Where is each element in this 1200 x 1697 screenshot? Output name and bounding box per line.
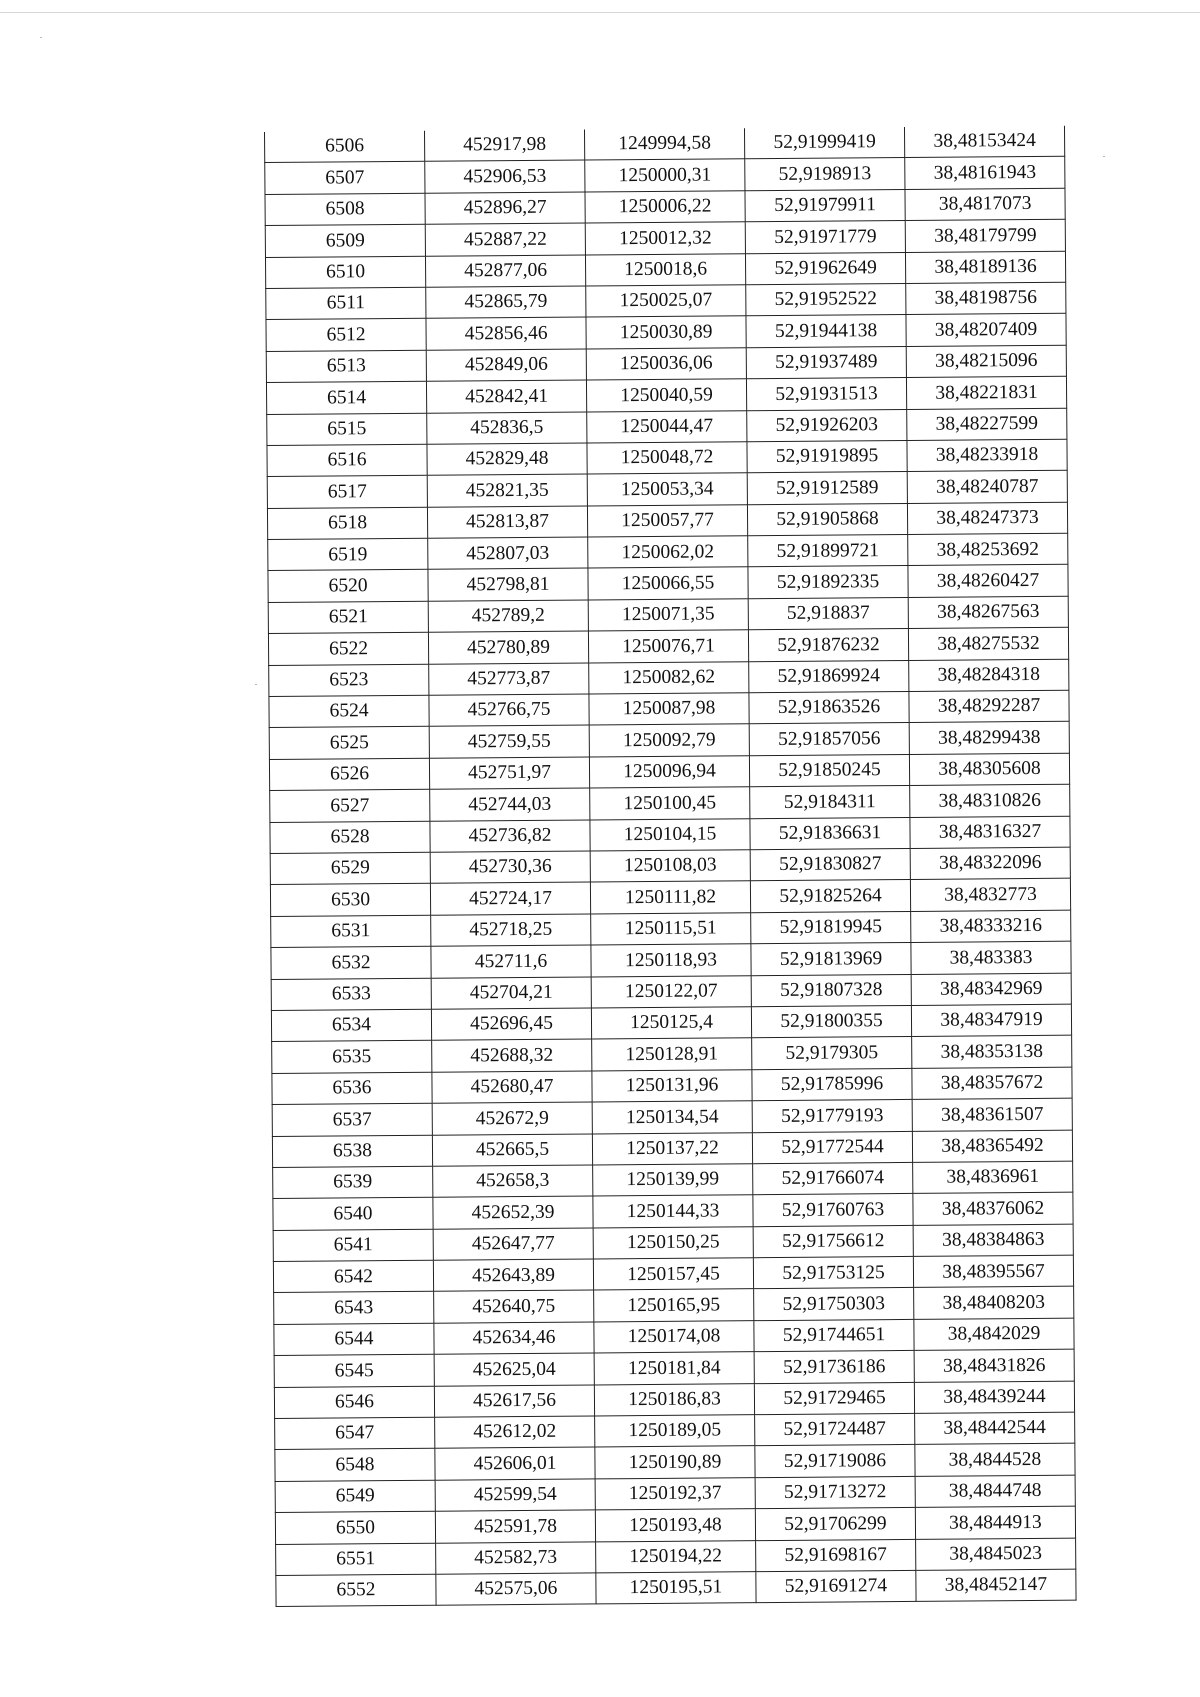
point-number-cell: 6522 xyxy=(268,632,428,665)
y-coordinate-cell: 1250066,55 xyxy=(588,567,748,600)
x-coordinate-cell: 452575,06 xyxy=(436,1573,596,1606)
point-number-cell: 6546 xyxy=(274,1386,434,1419)
point-number-cell: 6523 xyxy=(269,664,429,697)
latitude-cell: 52,91813969 xyxy=(751,943,911,976)
y-coordinate-cell: 1250125,4 xyxy=(591,1007,751,1040)
longitude-cell: 38,48153424 xyxy=(904,126,1064,158)
point-number-cell: 6531 xyxy=(271,915,431,948)
y-coordinate-cell: 1250128,91 xyxy=(592,1038,752,1071)
y-coordinate-cell: 1249994,58 xyxy=(584,128,744,160)
point-number-cell: 6539 xyxy=(273,1166,433,1199)
longitude-cell: 38,483383 xyxy=(911,941,1071,974)
longitude-cell: 38,4836961 xyxy=(913,1161,1073,1194)
point-number-cell: 6544 xyxy=(274,1323,434,1356)
point-number-cell: 6550 xyxy=(275,1511,435,1544)
y-coordinate-cell: 1250192,37 xyxy=(595,1477,755,1510)
latitude-cell: 52,9179305 xyxy=(752,1037,912,1070)
point-number-cell: 6548 xyxy=(275,1449,435,1482)
x-coordinate-cell: 452751,97 xyxy=(429,757,589,790)
x-coordinate-cell: 452780,89 xyxy=(428,631,588,664)
table-row xyxy=(276,1569,1076,1607)
point-number-cell: 6518 xyxy=(267,507,427,540)
y-coordinate-cell: 1250194,22 xyxy=(596,1540,756,1573)
x-coordinate-cell: 452606,01 xyxy=(435,1447,595,1480)
point-number-cell: 6515 xyxy=(267,413,427,446)
point-number-cell: 6528 xyxy=(270,821,430,854)
latitude-cell: 52,91931513 xyxy=(746,378,906,411)
y-coordinate-cell: 1250144,33 xyxy=(593,1195,753,1228)
x-coordinate-cell: 452766,75 xyxy=(429,694,589,727)
latitude-cell: 52,91756612 xyxy=(753,1225,913,1258)
longitude-cell: 38,48376062 xyxy=(913,1192,1073,1225)
longitude-cell: 38,48207409 xyxy=(906,314,1066,347)
longitude-cell: 38,4817073 xyxy=(905,188,1065,221)
latitude-cell: 52,91999419 xyxy=(744,127,904,159)
x-coordinate-cell: 452865,79 xyxy=(426,286,586,319)
latitude-cell: 52,91736186 xyxy=(754,1351,914,1384)
point-number-cell: 6543 xyxy=(274,1292,434,1325)
longitude-cell: 38,48395567 xyxy=(913,1255,1073,1288)
longitude-cell: 38,48442544 xyxy=(915,1412,1075,1445)
longitude-cell: 38,48267563 xyxy=(908,596,1068,629)
latitude-cell: 52,91944138 xyxy=(746,315,906,348)
latitude-cell: 52,91857056 xyxy=(749,723,909,756)
longitude-cell: 38,48384863 xyxy=(913,1224,1073,1257)
latitude-cell: 52,91952522 xyxy=(746,283,906,316)
y-coordinate-cell: 1250139,99 xyxy=(593,1164,753,1197)
point-number-cell: 6536 xyxy=(272,1072,432,1105)
point-number-cell: 6514 xyxy=(266,381,426,414)
latitude-cell: 52,91905868 xyxy=(747,503,907,536)
x-coordinate-cell: 452643,89 xyxy=(433,1259,593,1292)
y-coordinate-cell: 1250157,45 xyxy=(593,1258,753,1291)
x-coordinate-cell: 452634,46 xyxy=(434,1322,594,1355)
x-coordinate-cell: 452821,35 xyxy=(427,474,587,507)
longitude-cell: 38,4842029 xyxy=(914,1318,1074,1351)
latitude-cell: 52,91899721 xyxy=(748,535,908,568)
scan-speck xyxy=(40,37,42,38)
point-number-cell: 6511 xyxy=(266,287,426,320)
y-coordinate-cell: 1250076,71 xyxy=(588,630,748,663)
point-number-cell: 6551 xyxy=(276,1543,436,1576)
y-coordinate-cell: 1250118,93 xyxy=(591,944,751,977)
y-coordinate-cell: 1250006,22 xyxy=(585,191,745,224)
longitude-cell: 38,48431826 xyxy=(914,1349,1074,1382)
y-coordinate-cell: 1250012,32 xyxy=(585,222,745,255)
x-coordinate-cell: 452736,82 xyxy=(430,820,590,853)
latitude-cell: 52,91819945 xyxy=(751,911,911,944)
x-coordinate-cell: 452724,17 xyxy=(430,882,590,915)
point-number-cell: 6541 xyxy=(273,1229,433,1262)
latitude-cell: 52,91706299 xyxy=(755,1508,915,1541)
longitude-cell: 38,4844913 xyxy=(915,1506,1075,1539)
longitude-cell: 38,48310826 xyxy=(910,784,1070,817)
y-coordinate-cell: 1250111,82 xyxy=(590,881,750,914)
longitude-cell: 38,48253692 xyxy=(908,533,1068,566)
coordinates-table-body xyxy=(264,126,1076,1607)
x-coordinate-cell: 452688,32 xyxy=(432,1039,592,1072)
longitude-cell: 38,48361507 xyxy=(912,1098,1072,1131)
x-coordinate-cell: 452856,46 xyxy=(426,317,586,350)
x-coordinate-cell: 452887,22 xyxy=(425,223,585,256)
latitude-cell: 52,91892335 xyxy=(748,566,908,599)
longitude-cell: 38,48333216 xyxy=(911,910,1071,943)
x-coordinate-cell: 452582,73 xyxy=(436,1542,596,1575)
y-coordinate-cell: 1250186,83 xyxy=(594,1383,754,1416)
x-coordinate-cell: 452640,75 xyxy=(434,1290,594,1323)
y-coordinate-cell: 1250087,98 xyxy=(589,693,749,726)
longitude-cell: 38,48316327 xyxy=(910,816,1070,849)
latitude-cell: 52,91729465 xyxy=(754,1382,914,1415)
y-coordinate-cell: 1250165,95 xyxy=(594,1289,754,1322)
y-coordinate-cell: 1250137,22 xyxy=(592,1132,752,1165)
latitude-cell: 52,91912589 xyxy=(747,472,907,505)
point-number-cell: 6538 xyxy=(272,1135,432,1168)
x-coordinate-cell: 452759,55 xyxy=(429,725,589,758)
y-coordinate-cell: 1250082,62 xyxy=(589,661,749,694)
latitude-cell: 52,91971779 xyxy=(745,221,905,254)
longitude-cell: 38,48284318 xyxy=(909,659,1069,692)
point-number-cell: 6512 xyxy=(266,319,426,352)
latitude-cell: 52,91807328 xyxy=(751,974,911,1007)
latitude-cell: 52,91937489 xyxy=(746,346,906,379)
latitude-cell: 52,91750303 xyxy=(754,1288,914,1321)
y-coordinate-cell: 1250048,72 xyxy=(587,442,747,475)
coordinates-table xyxy=(264,126,1077,1608)
x-coordinate-cell: 452704,21 xyxy=(431,977,591,1010)
point-number-cell: 6540 xyxy=(273,1197,433,1230)
y-coordinate-cell: 1250000,31 xyxy=(585,159,745,192)
latitude-cell: 52,91869924 xyxy=(749,660,909,693)
x-coordinate-cell: 452877,06 xyxy=(425,255,585,288)
y-coordinate-cell: 1250030,89 xyxy=(586,316,746,349)
longitude-cell: 38,4832773 xyxy=(910,879,1070,912)
longitude-cell: 38,48299438 xyxy=(909,722,1069,755)
x-coordinate-cell: 452807,03 xyxy=(428,537,588,570)
y-coordinate-cell: 1250096,94 xyxy=(589,756,749,789)
latitude-cell: 52,918837 xyxy=(748,597,908,630)
y-coordinate-cell: 1250134,54 xyxy=(592,1101,752,1134)
x-coordinate-cell: 452906,53 xyxy=(425,160,585,193)
x-coordinate-cell: 452798,81 xyxy=(428,568,588,601)
latitude-cell: 52,91719086 xyxy=(755,1445,915,1478)
point-number-cell: 6537 xyxy=(272,1103,432,1136)
y-coordinate-cell: 1250195,51 xyxy=(596,1572,756,1605)
y-coordinate-cell: 1250174,08 xyxy=(594,1321,754,1354)
latitude-cell: 52,91713272 xyxy=(755,1476,915,1509)
x-coordinate-cell: 452773,87 xyxy=(429,663,589,696)
y-coordinate-cell: 1250053,34 xyxy=(587,473,747,506)
longitude-cell: 38,48221831 xyxy=(906,376,1066,409)
latitude-cell: 52,91926203 xyxy=(747,409,907,442)
y-coordinate-cell: 1250092,79 xyxy=(589,724,749,757)
point-number-cell: 6510 xyxy=(265,256,425,289)
y-coordinate-cell: 1250018,6 xyxy=(585,253,745,286)
y-coordinate-cell: 1250025,07 xyxy=(586,285,746,318)
y-coordinate-cell: 1250193,48 xyxy=(595,1509,755,1542)
point-number-cell: 6533 xyxy=(271,978,431,1011)
scan-speck xyxy=(1103,156,1105,157)
point-number-cell: 6545 xyxy=(274,1354,434,1387)
x-coordinate-cell: 452652,39 xyxy=(433,1196,593,1229)
latitude-cell: 52,91800355 xyxy=(751,1005,911,1038)
latitude-cell: 52,91691274 xyxy=(756,1570,916,1603)
x-coordinate-cell: 452672,9 xyxy=(432,1102,592,1135)
x-coordinate-cell: 452617,56 xyxy=(434,1385,594,1418)
x-coordinate-cell: 452718,25 xyxy=(431,914,591,947)
x-coordinate-cell: 452730,36 xyxy=(430,851,590,884)
point-number-cell: 6525 xyxy=(269,727,429,760)
y-coordinate-cell: 1250057,77 xyxy=(587,504,747,537)
point-number-cell: 6509 xyxy=(265,224,425,257)
point-number-cell: 6520 xyxy=(268,570,428,603)
y-coordinate-cell: 1250071,35 xyxy=(588,599,748,632)
y-coordinate-cell: 1250062,02 xyxy=(588,536,748,569)
y-coordinate-cell: 1250108,03 xyxy=(590,850,750,883)
longitude-cell: 38,48342969 xyxy=(911,973,1071,1006)
y-coordinate-cell: 1250036,06 xyxy=(586,347,746,380)
x-coordinate-cell: 452711,6 xyxy=(431,945,591,978)
x-coordinate-cell: 452625,04 xyxy=(434,1353,594,1386)
latitude-cell: 52,91724487 xyxy=(755,1413,915,1446)
x-coordinate-cell: 452849,06 xyxy=(426,349,586,382)
y-coordinate-cell: 1250189,05 xyxy=(595,1415,755,1448)
x-coordinate-cell: 452612,02 xyxy=(435,1416,595,1449)
x-coordinate-cell: 452829,48 xyxy=(427,443,587,476)
longitude-cell: 38,48189136 xyxy=(905,251,1065,284)
longitude-cell: 38,48305608 xyxy=(909,753,1069,786)
latitude-cell: 52,91753125 xyxy=(753,1256,913,1289)
longitude-cell: 38,48452147 xyxy=(916,1569,1076,1602)
longitude-cell: 38,48227599 xyxy=(907,408,1067,441)
point-number-cell: 6516 xyxy=(267,444,427,477)
point-number-cell: 6517 xyxy=(267,476,427,509)
latitude-cell: 52,91766074 xyxy=(753,1162,913,1195)
longitude-cell: 38,4845023 xyxy=(916,1538,1076,1571)
point-number-cell: 6526 xyxy=(269,758,429,791)
y-coordinate-cell: 1250131,96 xyxy=(592,1069,752,1102)
point-number-cell: 6507 xyxy=(265,162,425,195)
x-coordinate-cell: 452842,41 xyxy=(426,380,586,413)
point-number-cell: 6524 xyxy=(269,695,429,728)
x-coordinate-cell: 452599,54 xyxy=(435,1479,595,1512)
longitude-cell: 38,48292287 xyxy=(909,690,1069,723)
x-coordinate-cell: 452744,03 xyxy=(430,788,590,821)
point-number-cell: 6527 xyxy=(270,789,430,822)
x-coordinate-cell: 452591,78 xyxy=(435,1510,595,1543)
y-coordinate-cell: 1250104,15 xyxy=(590,818,750,851)
latitude-cell: 52,91830827 xyxy=(750,848,910,881)
latitude-cell: 52,91863526 xyxy=(749,691,909,724)
longitude-cell: 38,48233918 xyxy=(907,439,1067,472)
latitude-cell: 52,9184311 xyxy=(750,786,910,819)
scan-edge-line xyxy=(0,12,1200,13)
point-number-cell: 6547 xyxy=(275,1417,435,1450)
longitude-cell: 38,48240787 xyxy=(907,470,1067,503)
longitude-cell: 38,48260427 xyxy=(908,565,1068,598)
latitude-cell: 52,91836631 xyxy=(750,817,910,850)
longitude-cell: 38,4844528 xyxy=(915,1444,1075,1477)
x-coordinate-cell: 452665,5 xyxy=(432,1133,592,1166)
y-coordinate-cell: 1250115,51 xyxy=(591,912,751,945)
scan-speck xyxy=(255,684,257,685)
longitude-cell: 38,48247373 xyxy=(907,502,1067,535)
latitude-cell: 52,91760763 xyxy=(753,1194,913,1227)
longitude-cell: 38,48347919 xyxy=(911,1004,1071,1037)
latitude-cell: 52,91876232 xyxy=(748,629,908,662)
latitude-cell: 52,9198913 xyxy=(745,158,905,191)
y-coordinate-cell: 1250150,25 xyxy=(593,1226,753,1259)
point-number-cell: 6535 xyxy=(272,1041,432,1074)
latitude-cell: 52,91919895 xyxy=(747,440,907,473)
longitude-cell: 38,48179799 xyxy=(905,219,1065,252)
x-coordinate-cell: 452696,45 xyxy=(431,1008,591,1041)
x-coordinate-cell: 452789,2 xyxy=(428,600,588,633)
y-coordinate-cell: 1250044,47 xyxy=(587,410,747,443)
latitude-cell: 52,91962649 xyxy=(745,252,905,285)
x-coordinate-cell: 452836,5 xyxy=(427,411,587,444)
point-number-cell: 6513 xyxy=(266,350,426,383)
point-number-cell: 6534 xyxy=(271,1009,431,1042)
y-coordinate-cell: 1250040,59 xyxy=(586,379,746,412)
point-number-cell: 6549 xyxy=(275,1480,435,1513)
longitude-cell: 38,4844748 xyxy=(915,1475,1075,1508)
y-coordinate-cell: 1250100,45 xyxy=(590,787,750,820)
latitude-cell: 52,91772544 xyxy=(752,1131,912,1164)
point-number-cell: 6532 xyxy=(271,946,431,979)
point-number-cell: 6508 xyxy=(265,193,425,226)
longitude-cell: 38,48161943 xyxy=(905,157,1065,190)
point-number-cell: 6530 xyxy=(270,884,430,917)
longitude-cell: 38,48198756 xyxy=(906,282,1066,315)
x-coordinate-cell: 452680,47 xyxy=(432,1071,592,1104)
coordinates-table-container xyxy=(264,126,1076,1608)
point-number-cell: 6552 xyxy=(276,1574,436,1607)
latitude-cell: 52,91779193 xyxy=(752,1100,912,1133)
latitude-cell: 52,91698167 xyxy=(756,1539,916,1572)
latitude-cell: 52,91785996 xyxy=(752,1068,912,1101)
point-number-cell: 6529 xyxy=(270,852,430,885)
longitude-cell: 38,48322096 xyxy=(910,847,1070,880)
x-coordinate-cell: 452658,3 xyxy=(433,1165,593,1198)
latitude-cell: 52,91744651 xyxy=(754,1319,914,1352)
point-number-cell: 6521 xyxy=(268,601,428,634)
longitude-cell: 38,48215096 xyxy=(906,345,1066,378)
latitude-cell: 52,91850245 xyxy=(749,754,909,787)
x-coordinate-cell: 452647,77 xyxy=(433,1228,593,1261)
point-number-cell: 6506 xyxy=(264,131,424,163)
point-number-cell: 6542 xyxy=(273,1260,433,1293)
longitude-cell: 38,48439244 xyxy=(914,1381,1074,1414)
latitude-cell: 52,91825264 xyxy=(750,880,910,913)
longitude-cell: 38,48365492 xyxy=(912,1130,1072,1163)
x-coordinate-cell: 452813,87 xyxy=(427,506,587,539)
x-coordinate-cell: 452917,98 xyxy=(424,129,584,161)
longitude-cell: 38,48353138 xyxy=(912,1036,1072,1069)
longitude-cell: 38,48357672 xyxy=(912,1067,1072,1100)
longitude-cell: 38,48275532 xyxy=(908,627,1068,660)
y-coordinate-cell: 1250122,07 xyxy=(591,975,751,1008)
y-coordinate-cell: 1250190,89 xyxy=(595,1446,755,1479)
point-number-cell: 6519 xyxy=(268,538,428,571)
latitude-cell: 52,91979911 xyxy=(745,189,905,222)
longitude-cell: 38,48408203 xyxy=(914,1287,1074,1320)
y-coordinate-cell: 1250181,84 xyxy=(594,1352,754,1385)
x-coordinate-cell: 452896,27 xyxy=(425,192,585,225)
